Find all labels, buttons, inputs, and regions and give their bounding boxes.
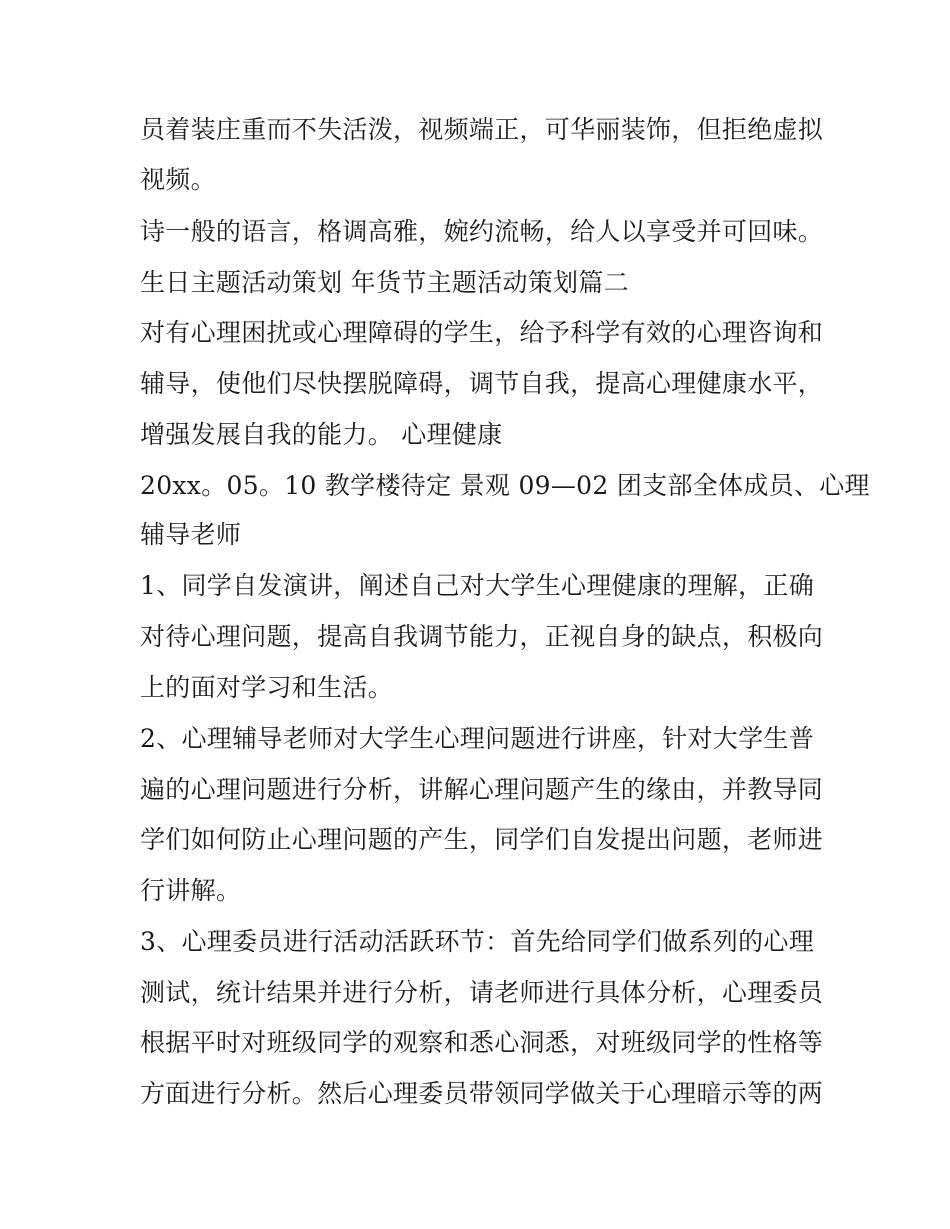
list-item: 1、同学自发演讲，阐述自己对大学生心理健康的理解，正确 — [140, 571, 815, 600]
text-line: 辅导老师 — [140, 520, 242, 549]
text-line: 员着装庄重而不失活泼，视频端正，可华丽装饰，但拒绝虚拟 — [140, 115, 824, 144]
section-heading: 生日主题活动策划 年货节主题活动策划篇二 — [140, 268, 629, 297]
text-line: 诗一般的语言，格调高雅，婉约流畅，给人以享受并可回味。 — [140, 217, 824, 246]
text-line: 辅导，使他们尽快摆脱障碍，调节自我，提高心理健康水平， — [140, 369, 824, 398]
text-line: 对有心理困扰或心理障碍的学生，给予科学有效的心理咨询和 — [140, 318, 824, 347]
text-line: 根据平时对班级同学的观察和悉心洞悉，对班级同学的性格等 — [140, 1028, 824, 1057]
text-line: 遍的心理问题进行分析，讲解心理问题产生的缘由，并教导同 — [140, 775, 824, 804]
text-line: 对待心理问题，提高自我调节能力，正视自身的缺点，积极向 — [140, 622, 824, 651]
text-line: 视频。 — [140, 165, 216, 194]
list-item: 2、心理辅导老师对大学生心理问题进行讲座，针对大学生普 — [140, 724, 815, 753]
text-line: 行讲解。 — [140, 876, 242, 905]
text-line: 上的面对学习和生活。 — [140, 673, 394, 702]
text-line: 方面进行分析。然后心理委员带领同学做关于心理暗示等的两 — [140, 1079, 824, 1108]
text-line: 增强发展自我的能力。 心理健康 — [140, 420, 503, 449]
text-line: 测试，统计结果并进行分析，请老师进行具体分析，心理委员 — [140, 978, 824, 1007]
text-line: 学们如何防止心理问题的产生，同学们自发提出问题，老师进 — [140, 825, 824, 854]
list-item: 3、心理委员进行活动活跃环节：首先给同学们做系列的心理 — [140, 927, 815, 956]
text-line: 20xx。05。10 教学楼待定 景观 09—02 团支部全体成员、心理 — [140, 471, 870, 500]
